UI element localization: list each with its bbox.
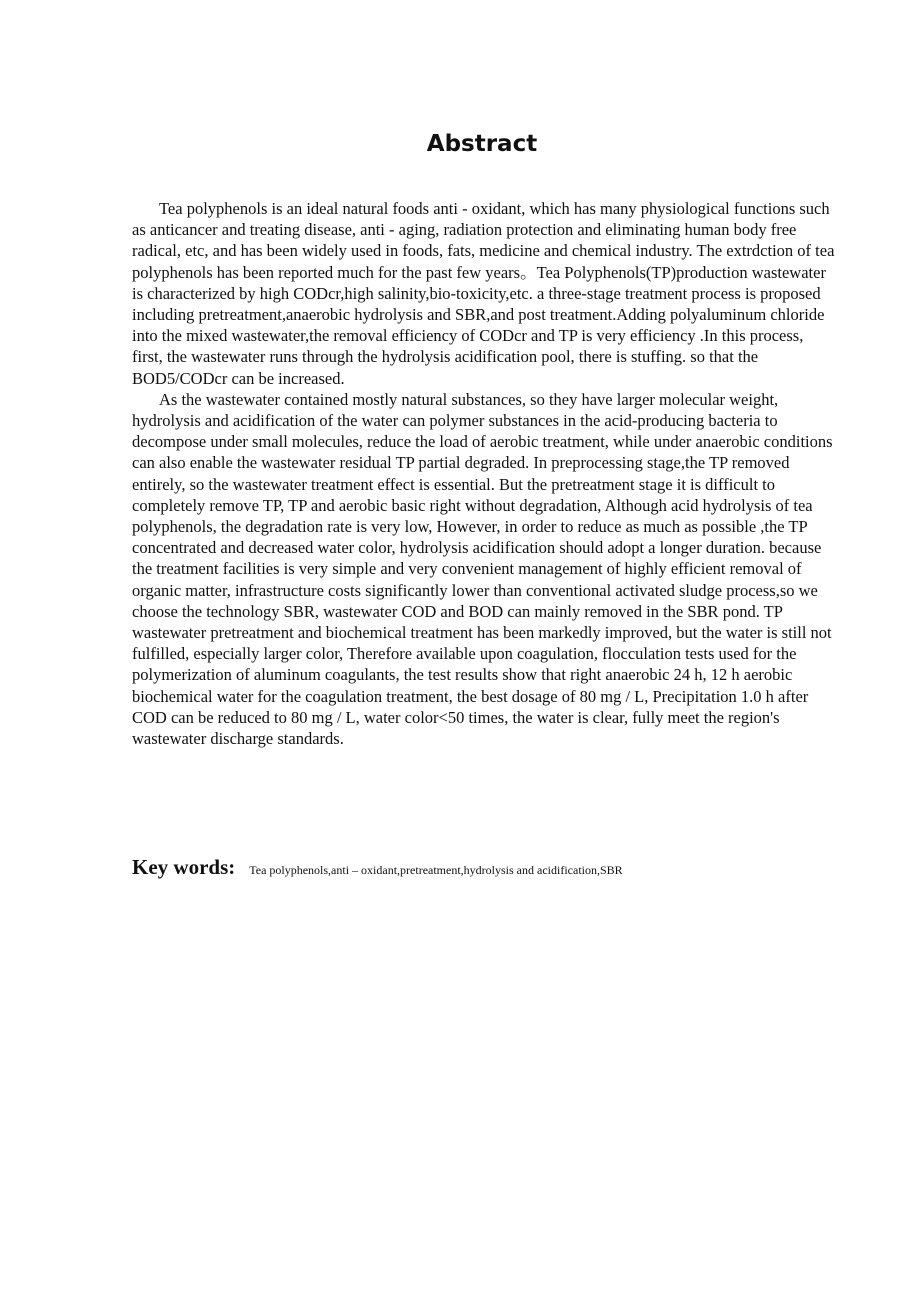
keywords-line: [132, 855, 852, 880]
abstract-paragraph-2: As the wastewater contained mostly natural substances, so they have larger molecular weight, hydrolysis and acidification of the water can polymer substances in the acid-producing bacteria to decompose under small molecules, reduce the load of aerobic treatment, while under anaerobic conditions can also enable the wastewater residual TP partial degraded. In preprocessing stage,the TP removed entirely, so the wastewater treatment effect is essential. But the pretreatment stage it is difficult to completely remove TP, TP and aerobic basic right without degradation, Although acid hydrolysis of tea polyphenols, the degradation rate is very low, However, in order to reduce as much as possible ,the TP concentrated and decreased water color, hydrolysis acidification should adopt a longer duration. because the treatment facilities is very simple and very convenient management of highly efficient removal of organic matter, infrastructure costs significantly lower than conventional activated sludge process,so we choose the technology SBR, wastewater COD and BOD can mainly removed in the SBR pond. TP wastewater pretreatment and biochemical treatment has been markedly improved, but the water is still not fulfilled, especially larger color, Therefore available upon coagulation, flocculation tests used for the polymerization of aluminum coagulants, the test results show that right anaerobic 24 h, 12 h aerobic biochemical water for the coagulation treatment, the best dosage of 80 mg / L, Precipitation 1.0 h after COD can be reduced to 80 mg / L, water color<50 times, the water is clear, fully meet the region's wastewater discharge standards.: [132, 389, 833, 749]
abstract-title: Abstract: [426, 131, 538, 157]
keywords-value: Tea polyphenols,anti – oxidant,pretreatment,hydrolysis and acidification,SBR: [249, 863, 623, 877]
keywords-label: Key words:: [132, 855, 236, 879]
abstract-body: [132, 198, 838, 749]
abstract-paragraph-1: Tea polyphenols is an ideal natural foods anti - oxidant, which has many physiological functions such as anticancer and treating disease, anti - aging, radiation protection and eliminating human body free radical, etc, and has been widely used in foods, fats, medicine and chemical industry. The extrdction of tea polyphenols has been reported much for the past few years。Tea Polyphenols(TP)production wastewater is characterized by high CODcr,high salinity,bio-toxicity,etc. a three-stage treatment process is proposed including pretreatment,anaerobic hydrolysis and SBR,and post treatment.Adding polyaluminum chloride into the mixed wastewater,the removal efficiency of CODcr and TP is very efficiency .In this process, first, the wastewater runs through the hydrolysis acidification pool, there is stuffing. so that the BOD5/CODcr can be increased.: [132, 199, 835, 388]
